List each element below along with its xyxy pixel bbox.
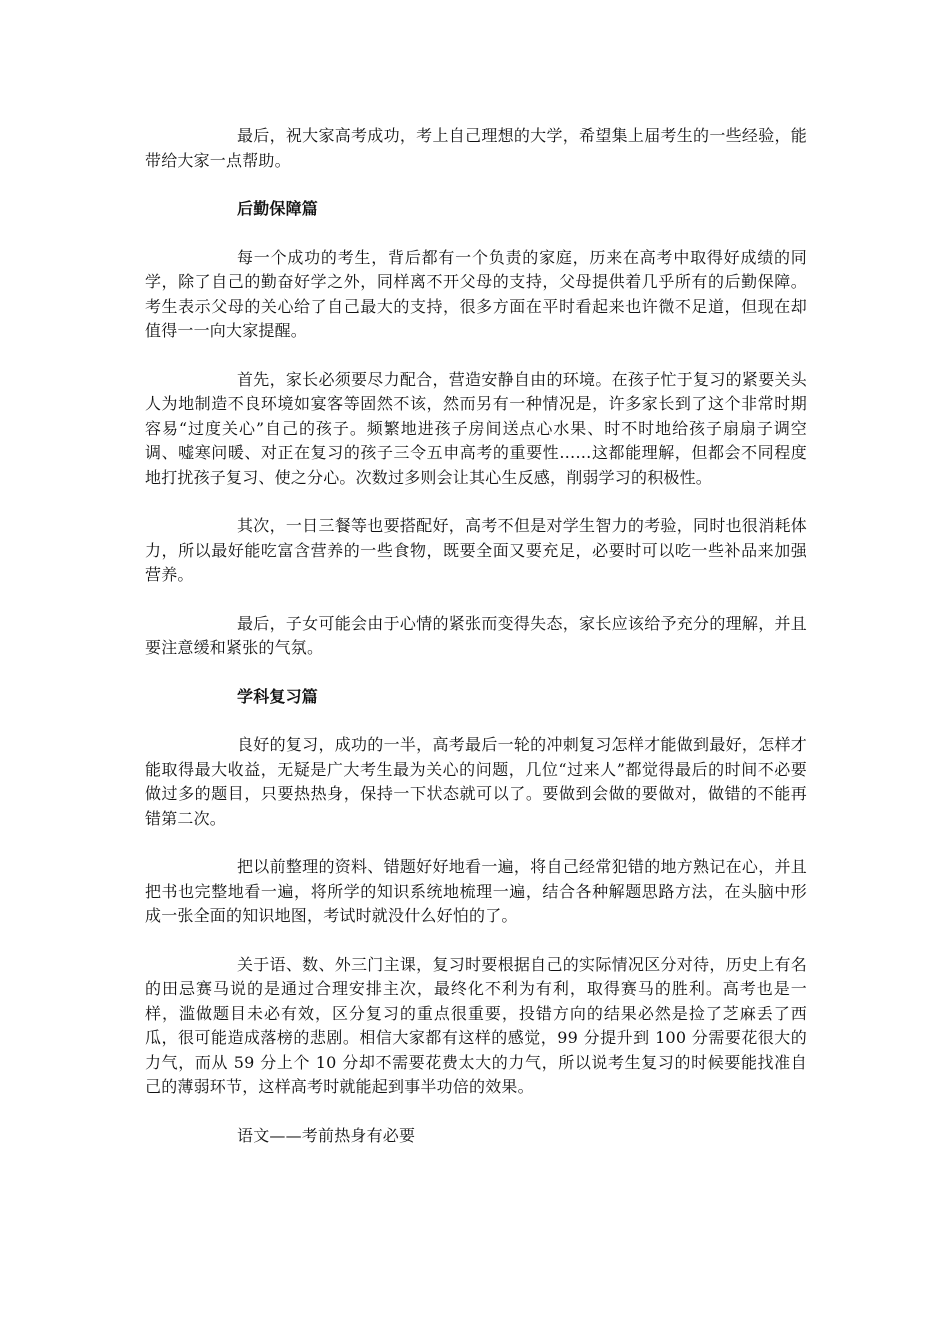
logistics-first-paragraph: 首先，家长必须要尽力配合，营造安静自由的环境。在孩子忙于复习的紧要关头人为地制造不良环境如宴客等固然不该，然而另有一种情况是，许多家长到了这个非常时期容易“过度关心”自己的孩子。频繁地进孩子房间送点心水果、时不时地给孩子扇扇子调空调、嘘寒问暖、对正在复习的孩子三令五申高考的重要性……这都能理解，但都会不同程度地打扰孩子复习、使之分心。次数过多则会让其心生反感，削弱学习的积极性。 — [145, 369, 807, 487]
review-main-subjects-paragraph: 关于语、数、外三门主课，复习时要根据自己的实际情况区分对待，历史上有名的田忌赛马说的是通过合理安排主次，最终化不利为有利，取得赛马的胜利。高考也是一样，滥做题目未必有效，区分复习的重点很重要，投错方向的结果必然是捡了芝麻丢了西瓜，很可能造成落榜的悲剧。相信大家都有这样的感觉，99 分提升到 100 分需要花很大的力气，而从 59 分上个 10 分却不需要花费太大的力气，所以说考生复习的时候要能找准自己的薄弱环节，这样高考时就能起到事半功倍的效果。 — [145, 954, 807, 1096]
review-materials-paragraph: 把以前整理的资料、错题好好地看一遍，将自己经常犯错的地方熟记在心，并且把书也完整地看一遍，将所学的知识系统地梳理一遍，结合各种解题思路方法，在头脑中形成一张全面的知识地图，考试时就没什么好怕的了。 — [145, 857, 807, 925]
review-intro-paragraph: 良好的复习，成功的一半，高考最后一轮的冲刺复习怎样才能做到最好，怎样才能取得最大收益，无疑是广大考生最为关心的问题，几位“过来人”都觉得最后的时间不必要做过多的题目，只要热热身，保持一下状态就可以了。要做到会做的要做对，做错的不能再错第二次。 — [145, 735, 807, 828]
logistics-section-heading: 后勤保障篇 — [237, 199, 319, 218]
closing-wish-paragraph: 最后，祝大家高考成功，考上自己理想的大学，希望集上届考生的一些经验，能带给大家一点帮助。 — [145, 126, 807, 170]
logistics-last-paragraph: 最后，子女可能会由于心情的紧张而变得失态，家长应该给予充分的理解，并且要注意缓和紧张的气氛。 — [145, 613, 807, 657]
logistics-intro-paragraph: 每一个成功的考生，背后都有一个负责的家庭，历来在高考中取得好成绩的同学，除了自己的勤奋好学之外，同样离不开父母的支持，父母提供着几乎所有的后勤保障。考生表示父母的关心给了自己最大的支持，很多方面在平时看起来也许微不足道，但现在却值得一一向大家提醒。 — [145, 247, 807, 340]
chinese-subheading: 语文——考前热身有必要 — [237, 1125, 416, 1145]
document-page — [145, 124, 807, 1148]
logistics-second-paragraph: 其次，一日三餐等也要搭配好，高考不但是对学生智力的考验，同时也很消耗体力，所以最好能吃富含营养的一些食物，既要全面又要充足，必要时可以吃一些补品来加强营养。 — [145, 516, 807, 584]
review-section-heading: 学科复习篇 — [237, 686, 319, 706]
